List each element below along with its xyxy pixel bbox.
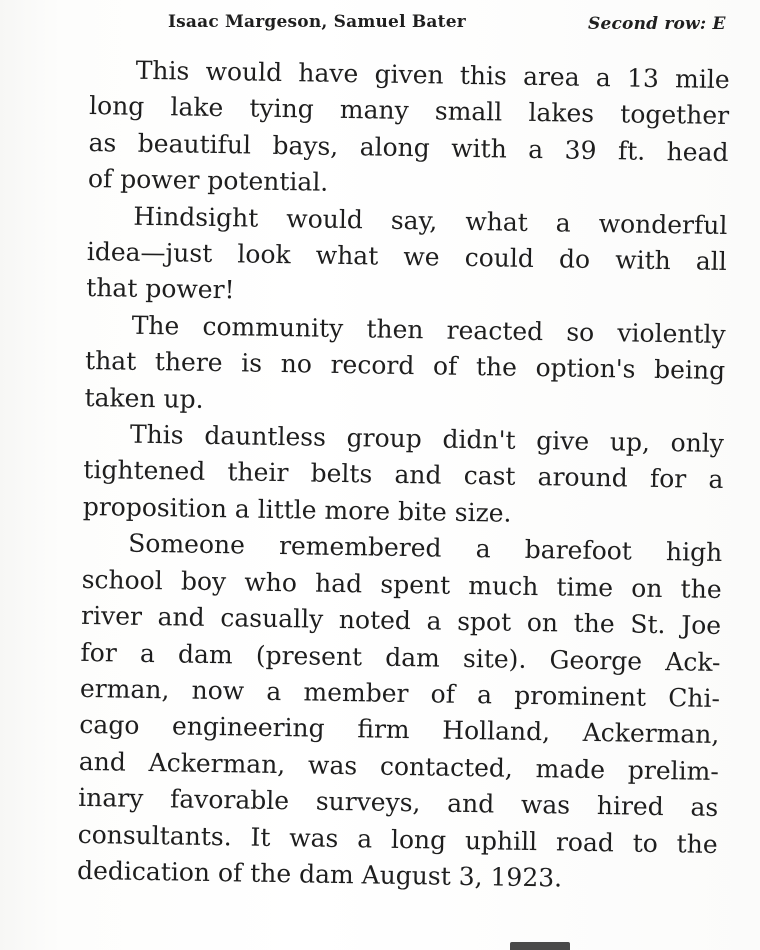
text-line: proposition a little more bite size. [82, 491, 512, 528]
text-line: cago engineering firm Holland, Ackerman, [79, 710, 720, 750]
text-line: consultants. It was a long uphill road to the [77, 819, 718, 859]
text-line: for a dam (present dam site). George Ack- [80, 637, 721, 677]
paragraph-dam-history [77, 525, 733, 899]
paragraph-community-reaction [84, 307, 736, 426]
photo-caption [168, 6, 760, 40]
text-line: school boy who had spent much time on the [81, 564, 722, 604]
text-line: tightened their belts and cast around for a [83, 455, 724, 495]
text-line: that power! [86, 273, 235, 305]
paragraph-hindsight [86, 198, 738, 317]
text-line: The community then reacted so violently [131, 310, 726, 349]
text-line: Someone remembered a barefoot high [128, 528, 723, 568]
text-line: that there is no record of the option's being [84, 346, 726, 386]
paragraph-lake-proposal [88, 52, 740, 208]
text-line: and Ackerman, was contacted, made prelim- [78, 746, 720, 786]
text-line: taken up. [84, 382, 204, 414]
text-line: long lake tying many small lakes together [88, 91, 730, 131]
paragraph-dauntless-group [83, 416, 735, 535]
text-line: This would have given this area a 13 mile [135, 55, 730, 95]
cropped-heading-fragment [510, 942, 570, 950]
caption-row-label: Second row: E [588, 14, 726, 34]
text-line: river and casually noted a spot on the St. Joe [80, 601, 722, 641]
text-line: inary favorable surveys, and was hired as [78, 783, 719, 823]
text-line: as beautiful bays, along with a 39 ft. head [88, 127, 729, 167]
text-line: This dauntless group didn't give up, only [129, 419, 725, 459]
caption-names: Isaac Margeson, Samuel Bater [168, 12, 466, 32]
article-body [77, 52, 740, 899]
text-line: of power potential. [87, 164, 329, 197]
text-line: erman, now a member of a prominent Chi- [79, 673, 721, 713]
text-line: Hindsight would say, what a wonderful [133, 201, 728, 240]
text-line: dedication of the dam August 3, 1923. [76, 855, 563, 893]
text-line: idea—just look what we could do with all [86, 237, 728, 277]
